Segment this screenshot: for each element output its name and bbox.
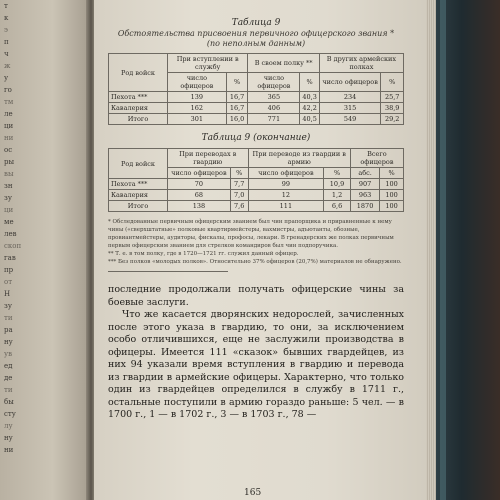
cover-edge [440, 0, 446, 500]
left-page-fragment: вы [4, 170, 14, 178]
col-group: При переводах в гвардию [168, 149, 249, 168]
left-page [0, 0, 88, 500]
cell: 7,7 [230, 179, 248, 190]
left-page-fragment: лев [4, 230, 17, 238]
table-caption: Таблица 9 [231, 18, 281, 28]
table-row [109, 190, 404, 201]
page-content [108, 18, 404, 422]
left-page-fragment: ни [4, 134, 14, 142]
cell: 162 [168, 103, 227, 114]
cell: 40,5 [300, 114, 319, 125]
left-page-fragment: ти [4, 314, 13, 322]
table-subtitle-2: (по неполным данным) [206, 39, 306, 48]
cell: 29,2 [381, 114, 404, 125]
cell: 549 [319, 114, 381, 125]
footnote: ** Т. е. в том полку, где в 1720—1721 гг. служил данный офицер. [108, 251, 299, 257]
cell: 111 [248, 201, 324, 212]
left-page-fragment: п [4, 38, 9, 46]
left-page-fragment: ме [4, 218, 14, 226]
left-page-fragment: ув [4, 350, 13, 358]
cell: 1,2 [324, 190, 351, 201]
total-label: Итого [109, 201, 168, 212]
left-page-fragment: ну [4, 338, 13, 346]
total-label: Итого [109, 114, 168, 125]
sub-header: число офицеров [248, 168, 324, 179]
cell: 7,6 [230, 201, 248, 212]
sub-header: % [226, 73, 248, 92]
footnotes [108, 218, 404, 266]
footnote: * Обследованные первичным офицерским званием был чин прапорщика и приравненные к нему чины («сверхштатные» полковые квартирмейстеры, вахмистры, адъютанты, обозные, провиантмейстеры, аудиторы, фискалы, профосы, лекари. В гренадерских же полках первичным первым офицерским званием для стрелков командиров был чин подпоручика. [108, 219, 394, 249]
col-group: При переводе из гвардии в армию [248, 149, 350, 168]
cell: 16,7 [226, 92, 248, 103]
footnote: *** Без полков «молодых полков». Относительно 37% офицеров (20,7%) материалов не обнаружено. [108, 259, 402, 265]
row-label: Кавалерия [109, 190, 168, 201]
left-page-fragment: скоп [4, 242, 22, 250]
left-page-fragment: зу [4, 302, 12, 310]
cell: 138 [168, 201, 231, 212]
sub-header: число офицеров [248, 73, 300, 92]
left-page-fragment: пр [4, 266, 14, 274]
footnote-rule [108, 271, 228, 272]
left-page-fragment: ле [4, 110, 13, 118]
col-group: Всего офицеров [350, 149, 403, 168]
officer-table-part1 [108, 53, 404, 125]
cell: 10,9 [324, 179, 351, 190]
left-page-fragment: ци [4, 206, 14, 214]
cell: 7,0 [230, 190, 248, 201]
left-page-fragment: Н [4, 290, 11, 298]
sub-header: % [300, 73, 319, 92]
left-page-fragment: т [4, 2, 8, 10]
cell: 1870 [350, 201, 379, 212]
row-label: Кавалерия [109, 103, 168, 114]
cell: 301 [168, 114, 227, 125]
left-page-fragment: лу [4, 422, 13, 430]
left-page-fragment: бы [4, 398, 14, 406]
left-page-fragment: го [4, 86, 12, 94]
col-group: В своем полку ** [248, 54, 319, 73]
left-page-fragment: гав [4, 254, 16, 262]
left-page-fragment: ж [4, 62, 11, 70]
table-subtitle: Обстоятельства присвоения первичного офицерского звания * [117, 29, 395, 38]
table-caption-continued: Таблица 9 (окончание) [201, 133, 311, 143]
left-page-fragment: ну [4, 434, 13, 442]
paragraph: последние продолжали получать офицерские чины за боевые заслуги. [108, 284, 404, 308]
left-page-fragment: ры [4, 158, 15, 166]
left-page-fragment: у [4, 74, 9, 82]
page-edges [426, 0, 436, 500]
col-group: В других армейских полках [319, 54, 403, 73]
cell: 963 [350, 190, 379, 201]
row-label: Пехота *** [109, 92, 168, 103]
table-row [109, 92, 404, 103]
table-row [109, 103, 404, 114]
cell: 16,7 [226, 103, 248, 114]
left-page-fragment: ни [4, 446, 14, 454]
row-label: Пехота *** [109, 179, 168, 190]
left-page-text [4, 0, 84, 500]
cell: 100 [380, 201, 404, 212]
cell: 68 [168, 190, 231, 201]
officer-table-part2 [108, 148, 404, 212]
cell: 315 [319, 103, 381, 114]
total-row [109, 114, 404, 125]
left-page-fragment: де [4, 374, 13, 382]
cell: 70 [168, 179, 231, 190]
col-branch: Род войск [109, 54, 168, 92]
cell: 907 [350, 179, 379, 190]
sub-header: число офицеров [168, 73, 227, 92]
cell: 100 [380, 179, 404, 190]
col-group: При вступлении в службу [168, 54, 248, 73]
sub-header: число офицеров [319, 73, 381, 92]
col-branch: Род войск [109, 149, 168, 179]
left-page-fragment: э [4, 26, 8, 34]
page-number: 165 [244, 488, 262, 498]
sub-header: число офицеров [168, 168, 231, 179]
cell: 6,6 [324, 201, 351, 212]
left-page-fragment: ци [4, 122, 14, 130]
cell: 40,3 [300, 92, 319, 103]
cell: 365 [248, 92, 300, 103]
left-page-fragment: ти [4, 386, 13, 394]
body-text [108, 284, 404, 422]
total-row [109, 201, 404, 212]
sub-header: % [381, 73, 404, 92]
cell: 100 [380, 190, 404, 201]
cell: 38,9 [381, 103, 404, 114]
cell: 99 [248, 179, 324, 190]
left-page-fragment: тм [4, 98, 14, 106]
cell: 234 [319, 92, 381, 103]
table-row [109, 179, 404, 190]
left-page-fragment: зу [4, 194, 12, 202]
sub-header: % [380, 168, 404, 179]
left-page-fragment: ра [4, 326, 13, 334]
paragraph: Что же касается дворянских недорослей, зачисленных после этого указа в гвардию, то они, за исключением особо отличившихся, еще не заслужили производства в офицеры. Имеется 111 «сказок» бывших гвардейцев, из них 94 указали время вступления в гвардию и перевода из гвардии в армейские офицеры. Характерно, что только один из гвардейцев определился в службу в 1711 г., остальные поступили в армию гораздо раньше: 5 чел. — в 1700 г., 1 — в 1702 г., 3 — в 1703 г., 78 — [108, 309, 404, 420]
cell: 139 [168, 92, 227, 103]
cell: 16,0 [226, 114, 248, 125]
sub-header: % [230, 168, 248, 179]
left-page-fragment: ч [4, 50, 9, 58]
cell: 12 [248, 190, 324, 201]
cell: 42,2 [300, 103, 319, 114]
left-page-fragment: к [4, 14, 9, 22]
left-page-fragment: ед [4, 362, 13, 370]
left-page-fragment: ос [4, 146, 13, 154]
cell: 771 [248, 114, 300, 125]
left-page-fragment: сту [4, 410, 16, 418]
sub-header: % [324, 168, 351, 179]
left-page-fragment: от [4, 278, 13, 286]
cell: 25,7 [381, 92, 404, 103]
cell: 406 [248, 103, 300, 114]
sub-header: абс. [350, 168, 379, 179]
left-page-fragment: зн [4, 182, 13, 190]
